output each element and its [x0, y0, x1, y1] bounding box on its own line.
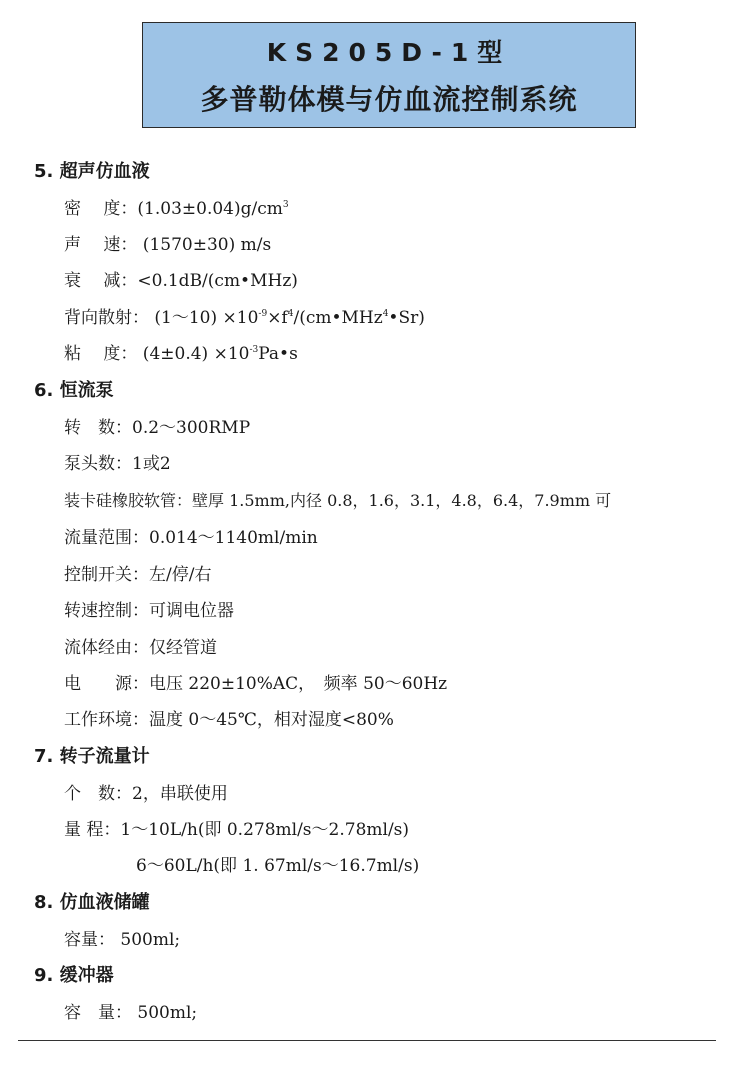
spec-value: 温度 0～45℃，相对湿度<80% [149, 710, 394, 730]
section-5-heading: 5. 超声仿血液 [34, 161, 150, 182]
spec-flowmeter-count [64, 782, 228, 806]
spec-value: 0.014～1140ml/min [149, 528, 318, 548]
spec-label: 背向散射： [64, 308, 149, 328]
spec-value: 仅经管道 [149, 638, 217, 658]
product-name-title: 多普勒体模与仿血流控制系统 [200, 83, 578, 116]
spec-label: 流体经由： [64, 638, 149, 658]
spec-label: 转 数： [64, 418, 132, 438]
spec-value: 电压 220±10%AC， 频率 50～60Hz [149, 674, 448, 694]
section-8-heading: 8. 仿血液储罐 [34, 892, 150, 913]
spec-sound-speed [64, 233, 271, 257]
spec-label: 容量： [64, 930, 115, 950]
product-model-title: KS205D-1型 [266, 38, 512, 67]
spec-label: 个 数： [64, 784, 132, 804]
spec-label: 声 速： [64, 235, 138, 255]
spec-viscosity [64, 342, 298, 366]
spec-value: (1～10) ×10 [149, 308, 259, 328]
spec-superscript: -3 [249, 345, 259, 355]
spec-tubing [64, 489, 611, 513]
spec-value: /(cm•MHz [293, 308, 383, 328]
spec-label: 控制开关： [64, 565, 149, 585]
spec-value: •Sr) [388, 308, 425, 328]
spec-superscript: 4 [287, 309, 294, 319]
spec-buffer-capacity [64, 1001, 197, 1025]
spec-label: 衰 减： [64, 271, 138, 291]
spec-value: (1.03±0.04)g/cm [137, 199, 283, 219]
spec-value: 0.2～300RMP [132, 418, 251, 438]
spec-flow-range [64, 526, 318, 550]
bottom-divider [18, 1040, 716, 1041]
spec-superscript: -9 [258, 309, 268, 319]
spec-power [64, 672, 447, 696]
spec-flowmeter-range [64, 818, 409, 842]
spec-label: 密 度： [64, 199, 138, 219]
section-7-heading: 7. 转子流量计 [34, 746, 150, 767]
spec-pump-heads [64, 452, 171, 476]
spec-attenuation [64, 269, 298, 293]
spec-value: 壁厚 1.5mm,内径 0.8，1.6，3.1，4.8，6.4，7.9mm 可 [192, 491, 612, 510]
spec-label: 流量范围： [64, 528, 149, 548]
spec-label: 泵头数： [64, 454, 132, 474]
spec-value: 左/停/右 [149, 565, 212, 585]
spec-flowmeter-range-2 [136, 854, 419, 878]
spec-value: 6～60L/h(即 1. 67ml/s～16.7ml/s) [136, 856, 420, 876]
spec-fluid-path [64, 636, 217, 660]
spec-label: 工作环境： [64, 710, 149, 730]
spec-backscatter [64, 306, 425, 330]
spec-speed-control [64, 599, 234, 623]
spec-superscript: 4 [382, 309, 389, 319]
spec-environment [64, 708, 394, 732]
spec-value: 500ml; [115, 930, 181, 950]
spec-value: 2，串联使用 [132, 784, 228, 804]
section-9-heading: 9. 缓冲器 [34, 965, 114, 986]
spec-control-switch [64, 563, 211, 587]
spec-label: 转速控制： [64, 601, 149, 621]
spec-superscript: 3 [282, 200, 289, 210]
spec-label: 量 程： [64, 820, 121, 840]
spec-value: (4±0.4) ×10 [137, 344, 250, 364]
spec-value: Pa•s [258, 344, 298, 364]
spec-reservoir-capacity [64, 928, 180, 952]
spec-value: 1或2 [132, 454, 171, 474]
spec-value: 1～10L/h(即 0.278ml/s～2.78ml/s) [120, 820, 410, 840]
spec-label: 装卡硅橡胶软管： [64, 491, 193, 510]
spec-value: 可调电位器 [149, 601, 234, 621]
section-6-heading: 6. 恒流泵 [34, 380, 114, 401]
spec-label: 粘 度： [64, 344, 138, 364]
spec-value: <0.1dB/(cm•MHz) [137, 271, 298, 291]
spec-label: 电 源： [64, 674, 149, 694]
spec-speed [64, 416, 250, 440]
spec-value: ×f [267, 308, 288, 328]
spec-density [64, 197, 289, 221]
title-box [142, 22, 636, 128]
spec-value: (1570±30) m/s [137, 235, 272, 255]
spec-value: 500ml; [132, 1003, 198, 1023]
spec-label: 容 量： [64, 1003, 132, 1023]
